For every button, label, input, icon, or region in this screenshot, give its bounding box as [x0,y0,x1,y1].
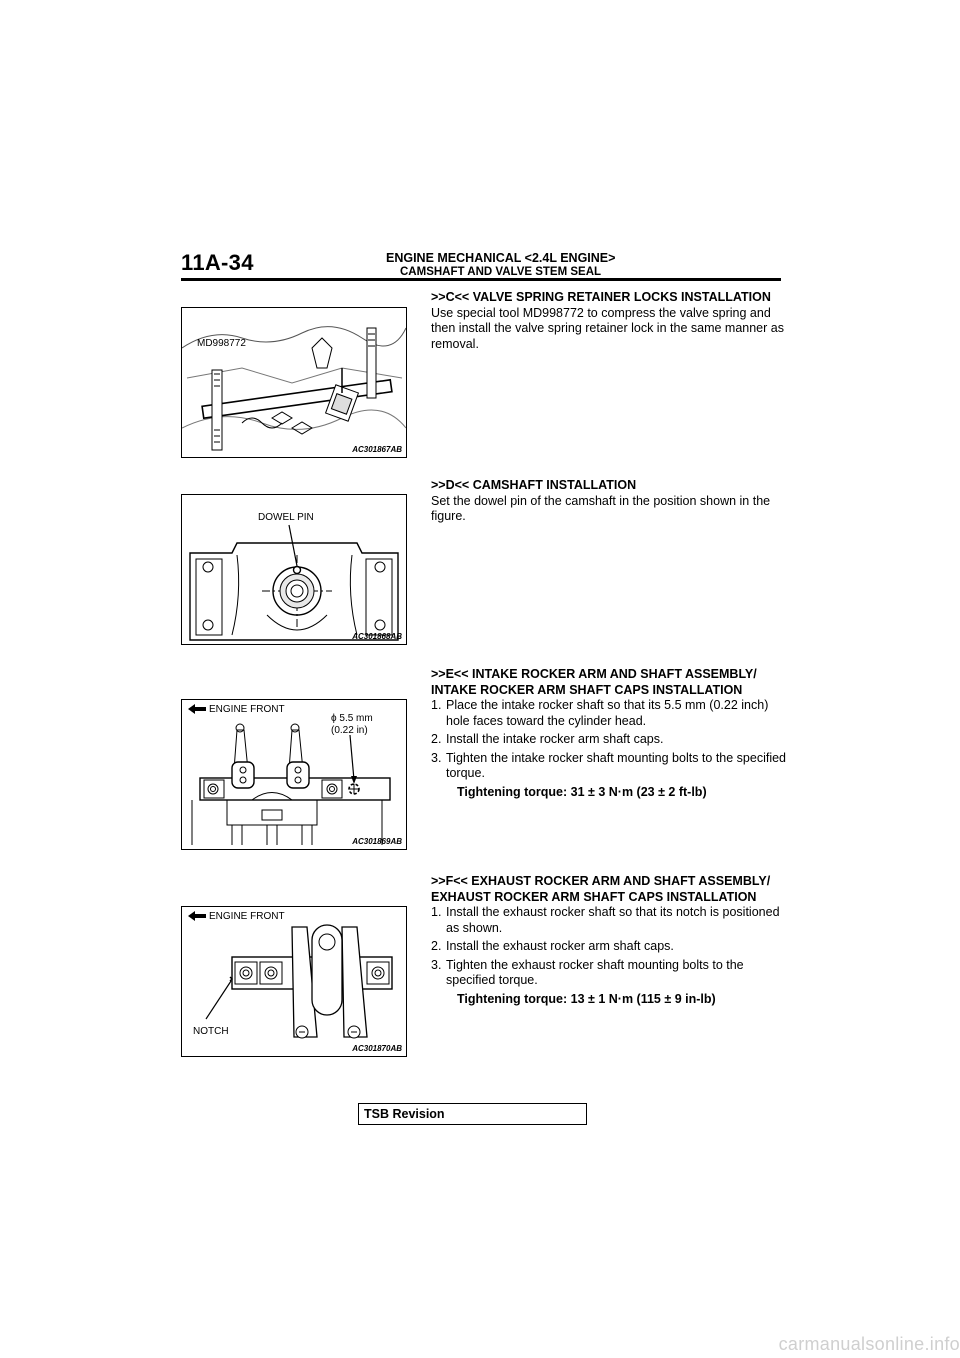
step-number: 2. [431,939,442,953]
step-number: 3. [431,957,442,972]
section-heading-line1: >>E<< INTAKE ROCKER ARM AND SHAFT ASSEMBLY/ [431,667,757,681]
section-text: Use special tool MD998772 to compress the valve spring and then install the valve spring retainer lock in the same manner as removal. [431,305,784,351]
label-hole-diameter-inch: (0.22 in) [331,725,368,736]
header-rule [181,278,781,281]
step-item [431,958,791,989]
valve-spring-tool-drawing [182,308,406,457]
step-text: Install the exhaust rocker arm shaft caps. [446,939,674,953]
section-valve-spring-retainer-locks [431,290,791,352]
step-text: Tighten the intake rocker shaft mounting bolts to the specified torque. [446,750,787,780]
section-exhaust-rocker-arm [431,874,791,1007]
figure-code: AC301869AB [352,837,402,846]
header-title: ENGINE MECHANICAL <2.4L ENGINE> [386,251,616,265]
step-item [431,939,791,955]
step-text: Install the exhaust rocker shaft so that its notch is positioned as shown. [446,905,780,935]
tightening-torque: Tightening torque: 31 ± 3 N·m (23 ± 2 ft-lb) [457,784,707,799]
step-text: Install the intake rocker arm shaft caps. [446,732,664,746]
section-heading-line2: INTAKE ROCKER ARM SHAFT CAPS INSTALLATION [431,682,743,697]
figure-code: AC301868AB [352,632,402,641]
figure-code: AC301870AB [352,1044,402,1053]
section-heading-line2: EXHAUST ROCKER ARM SHAFT CAPS INSTALLATION [431,889,757,904]
label-notch: NOTCH [193,1026,229,1037]
tightening-torque: Tightening torque: 13 ± 1 N·m (115 ± 9 in-lb) [457,991,716,1006]
step-list [431,905,791,989]
step-item [431,751,791,782]
section-heading-line1: >>F<< EXHAUST ROCKER ARM AND SHAFT ASSEMBLY/ [431,874,771,888]
figure-valve-spring-tool [181,307,407,458]
figure-exhaust-rocker-arm [181,906,407,1057]
figure-code: AC301867AB [352,445,402,454]
section-heading: >>C<< VALVE SPRING RETAINER LOCKS INSTALLATION [431,290,771,304]
header-subtitle: CAMSHAFT AND VALVE STEM SEAL [400,266,602,278]
label-hole-diameter: ϕ 5.5 mm [331,713,373,724]
step-number: 1. [431,698,442,712]
label-dowel-pin: DOWEL PIN [258,512,314,523]
step-number: 1. [431,905,442,919]
step-number: 2. [431,732,442,746]
tsb-revision-box [358,1103,587,1125]
watermark: carmanualsonline.info [778,1334,960,1354]
step-text: Place the intake rocker shaft so that its 5.5 mm (0.22 inch) hole faces toward the cylinder head. [446,698,769,728]
tsb-revision-label: TSB Revision [364,1107,445,1121]
section-text: Set the dowel pin of the camshaft in the position shown in the figure. [431,493,771,523]
figure-camshaft-dowel-pin [181,494,407,645]
section-camshaft-installation [431,478,791,525]
section-intake-rocker-arm [431,667,791,800]
page-number: 11A-34 [181,250,254,275]
step-item [431,905,791,936]
label-special-tool: MD998772 [197,338,246,349]
step-number: 3. [431,750,442,765]
figure-intake-rocker-arm [181,699,407,850]
step-list [431,698,791,782]
step-text: Tighten the exhaust rocker shaft mounting bolts to the specified torque. [446,957,744,987]
label-engine-front: ENGINE FRONT [209,704,285,715]
step-item [431,732,791,748]
step-item [431,698,791,729]
label-engine-front: ENGINE FRONT [209,911,285,922]
section-heading: >>D<< CAMSHAFT INSTALLATION [431,478,637,492]
